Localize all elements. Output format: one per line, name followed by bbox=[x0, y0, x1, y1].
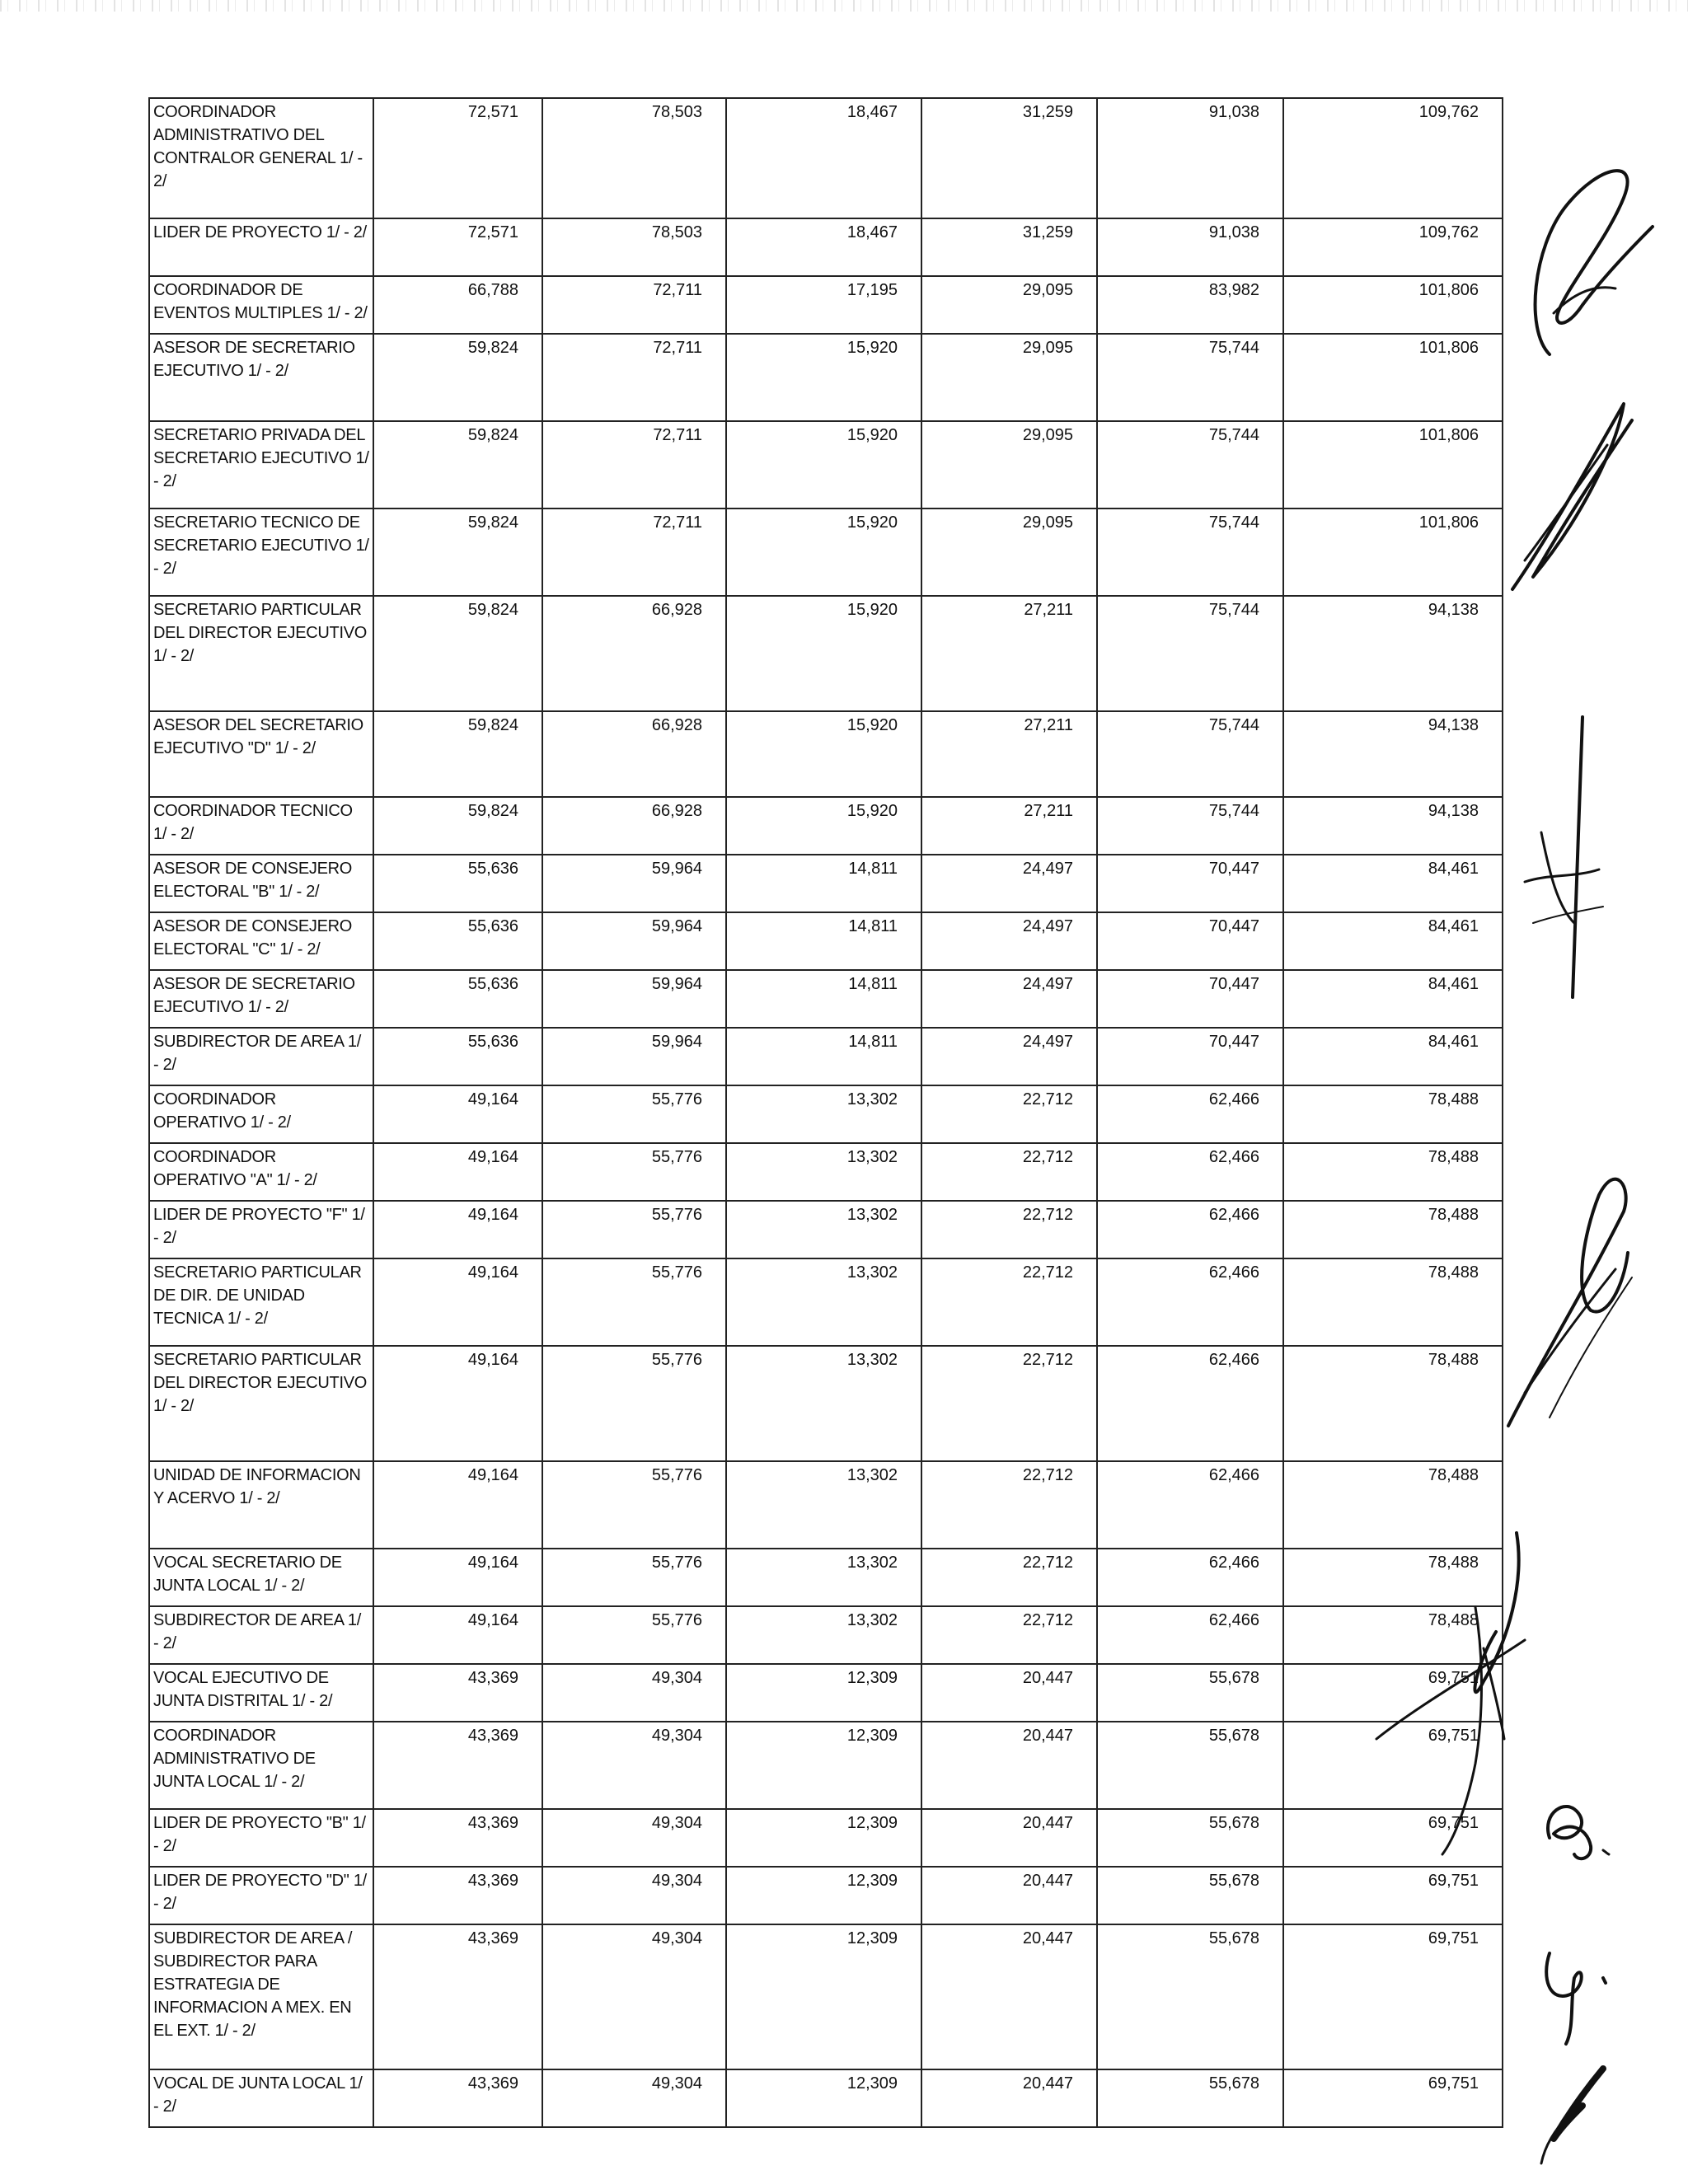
scan-edge-noise bbox=[0, 0, 1688, 12]
value-cell: 20,447 bbox=[921, 2069, 1097, 2127]
table-row bbox=[149, 1549, 1503, 1606]
position-name-cell: LIDER DE PROYECTO "D" 1/ - 2/ bbox=[149, 1867, 373, 1924]
value-cell: 84,461 bbox=[1283, 912, 1503, 970]
value-cell: 55,776 bbox=[542, 1143, 726, 1201]
value-cell: 49,304 bbox=[542, 1924, 726, 2069]
value-cell: 78,488 bbox=[1283, 1606, 1503, 1664]
table-row bbox=[149, 912, 1503, 970]
value-cell: 70,447 bbox=[1097, 912, 1283, 970]
value-cell: 84,461 bbox=[1283, 855, 1503, 912]
salary-table-body bbox=[149, 98, 1503, 2127]
table-row bbox=[149, 1143, 1503, 1201]
position-name-cell: SECRETARIO PRIVADA DEL SECRETARIO EJECUTIVO 1/ - 2/ bbox=[149, 421, 373, 509]
position-name-cell: ASESOR DE SECRETARIO EJECUTIVO 1/ - 2/ bbox=[149, 334, 373, 421]
value-cell: 27,211 bbox=[921, 797, 1097, 855]
value-cell: 31,259 bbox=[921, 98, 1097, 218]
position-name-cell: COORDINADOR OPERATIVO 1/ - 2/ bbox=[149, 1085, 373, 1143]
position-name-cell: ASESOR DE SECRETARIO EJECUTIVO 1/ - 2/ bbox=[149, 970, 373, 1028]
value-cell: 69,751 bbox=[1283, 1722, 1503, 1809]
value-cell: 49,164 bbox=[373, 1201, 542, 1258]
value-cell: 70,447 bbox=[1097, 1028, 1283, 1085]
value-cell: 94,138 bbox=[1283, 711, 1503, 797]
value-cell: 20,447 bbox=[921, 1664, 1097, 1722]
value-cell: 62,466 bbox=[1097, 1085, 1283, 1143]
value-cell: 55,776 bbox=[542, 1085, 726, 1143]
value-cell: 75,744 bbox=[1097, 421, 1283, 509]
position-name-cell: COORDINADOR ADMINISTRATIVO DEL CONTRALOR GENERAL 1/ - 2/ bbox=[149, 98, 373, 218]
value-cell: 43,369 bbox=[373, 1664, 542, 1722]
value-cell: 22,712 bbox=[921, 1606, 1097, 1664]
value-cell: 13,302 bbox=[726, 1085, 921, 1143]
value-cell: 78,488 bbox=[1283, 1549, 1503, 1606]
signature-3 bbox=[1517, 709, 1615, 1005]
value-cell: 59,824 bbox=[373, 509, 542, 596]
signature-1 bbox=[1517, 148, 1657, 371]
value-cell: 75,744 bbox=[1097, 797, 1283, 855]
value-cell: 15,920 bbox=[726, 797, 921, 855]
value-cell: 59,964 bbox=[542, 1028, 726, 1085]
value-cell: 18,467 bbox=[726, 218, 921, 276]
position-name-cell: VOCAL EJECUTIVO DE JUNTA DISTRITAL 1/ - 2/ bbox=[149, 1664, 373, 1722]
table-row bbox=[149, 1722, 1503, 1809]
value-cell: 12,309 bbox=[726, 1809, 921, 1867]
value-cell: 18,467 bbox=[726, 98, 921, 218]
value-cell: 72,711 bbox=[542, 509, 726, 596]
position-name-cell: ASESOR DE CONSEJERO ELECTORAL "B" 1/ - 2/ bbox=[149, 855, 373, 912]
value-cell: 84,461 bbox=[1283, 970, 1503, 1028]
value-cell: 59,824 bbox=[373, 596, 542, 711]
value-cell: 75,744 bbox=[1097, 596, 1283, 711]
value-cell: 72,711 bbox=[542, 334, 726, 421]
value-cell: 101,806 bbox=[1283, 334, 1503, 421]
value-cell: 69,751 bbox=[1283, 1924, 1503, 2069]
table-row bbox=[149, 1461, 1503, 1549]
value-cell: 12,309 bbox=[726, 1867, 921, 1924]
position-name-cell: COORDINADOR OPERATIVO "A" 1/ - 2/ bbox=[149, 1143, 373, 1201]
table-row bbox=[149, 2069, 1503, 2127]
table-row bbox=[149, 98, 1503, 218]
position-name-cell: COORDINADOR ADMINISTRATIVO DE JUNTA LOCAL 1/ - 2/ bbox=[149, 1722, 373, 1809]
value-cell: 43,369 bbox=[373, 1867, 542, 1924]
value-cell: 78,488 bbox=[1283, 1143, 1503, 1201]
position-name-cell: LIDER DE PROYECTO "F" 1/ - 2/ bbox=[149, 1201, 373, 1258]
value-cell: 43,369 bbox=[373, 2069, 542, 2127]
value-cell: 29,095 bbox=[921, 334, 1097, 421]
value-cell: 49,164 bbox=[373, 1143, 542, 1201]
value-cell: 20,447 bbox=[921, 1924, 1097, 2069]
value-cell: 59,824 bbox=[373, 711, 542, 797]
value-cell: 20,447 bbox=[921, 1722, 1097, 1809]
position-name-cell: UNIDAD DE INFORMACION Y ACERVO 1/ - 2/ bbox=[149, 1461, 373, 1549]
value-cell: 55,776 bbox=[542, 1549, 726, 1606]
value-cell: 49,304 bbox=[542, 1664, 726, 1722]
value-cell: 13,302 bbox=[726, 1606, 921, 1664]
value-cell: 13,302 bbox=[726, 1143, 921, 1201]
value-cell: 62,466 bbox=[1097, 1201, 1283, 1258]
value-cell: 55,678 bbox=[1097, 1664, 1283, 1722]
value-cell: 91,038 bbox=[1097, 98, 1283, 218]
value-cell: 94,138 bbox=[1283, 596, 1503, 711]
value-cell: 22,712 bbox=[921, 1258, 1097, 1346]
value-cell: 12,309 bbox=[726, 1664, 921, 1722]
salary-table-container bbox=[148, 97, 1502, 2128]
value-cell: 62,466 bbox=[1097, 1461, 1283, 1549]
value-cell: 66,928 bbox=[542, 797, 726, 855]
value-cell: 13,302 bbox=[726, 1201, 921, 1258]
position-name-cell: SECRETARIO PARTICULAR DEL DIRECTOR EJECUTIVO 1/ - 2/ bbox=[149, 1346, 373, 1461]
value-cell: 75,744 bbox=[1097, 509, 1283, 596]
value-cell: 59,964 bbox=[542, 855, 726, 912]
value-cell: 78,488 bbox=[1283, 1461, 1503, 1549]
value-cell: 62,466 bbox=[1097, 1606, 1283, 1664]
value-cell: 62,466 bbox=[1097, 1143, 1283, 1201]
value-cell: 62,466 bbox=[1097, 1549, 1283, 1606]
value-cell: 43,369 bbox=[373, 1809, 542, 1867]
value-cell: 55,678 bbox=[1097, 1867, 1283, 1924]
value-cell: 13,302 bbox=[726, 1549, 921, 1606]
position-name-cell: SECRETARIO PARTICULAR DE DIR. DE UNIDAD TECNICA 1/ - 2/ bbox=[149, 1258, 373, 1346]
value-cell: 24,497 bbox=[921, 912, 1097, 970]
value-cell: 43,369 bbox=[373, 1924, 542, 2069]
value-cell: 13,302 bbox=[726, 1461, 921, 1549]
value-cell: 55,678 bbox=[1097, 1924, 1283, 2069]
value-cell: 69,751 bbox=[1283, 1867, 1503, 1924]
value-cell: 15,920 bbox=[726, 711, 921, 797]
value-cell: 69,751 bbox=[1283, 1664, 1503, 1722]
value-cell: 49,304 bbox=[542, 1867, 726, 1924]
position-name-cell: SECRETARIO TECNICO DE SECRETARIO EJECUTIVO 1/ - 2/ bbox=[149, 509, 373, 596]
value-cell: 101,806 bbox=[1283, 421, 1503, 509]
value-cell: 69,751 bbox=[1283, 2069, 1503, 2127]
position-name-cell: SECRETARIO PARTICULAR DEL DIRECTOR EJECUTIVO 1/ - 2/ bbox=[149, 596, 373, 711]
table-row bbox=[149, 1346, 1503, 1461]
value-cell: 22,712 bbox=[921, 1461, 1097, 1549]
table-row bbox=[149, 1664, 1503, 1722]
value-cell: 13,302 bbox=[726, 1258, 921, 1346]
value-cell: 72,571 bbox=[373, 218, 542, 276]
value-cell: 22,712 bbox=[921, 1201, 1097, 1258]
value-cell: 14,811 bbox=[726, 970, 921, 1028]
value-cell: 84,461 bbox=[1283, 1028, 1503, 1085]
value-cell: 59,824 bbox=[373, 334, 542, 421]
value-cell: 27,211 bbox=[921, 711, 1097, 797]
position-name-cell: LIDER DE PROYECTO 1/ - 2/ bbox=[149, 218, 373, 276]
value-cell: 43,369 bbox=[373, 1722, 542, 1809]
value-cell: 22,712 bbox=[921, 1549, 1097, 1606]
value-cell: 78,488 bbox=[1283, 1346, 1503, 1461]
value-cell: 29,095 bbox=[921, 421, 1097, 509]
value-cell: 24,497 bbox=[921, 855, 1097, 912]
table-row bbox=[149, 334, 1503, 421]
value-cell: 49,304 bbox=[542, 2069, 726, 2127]
value-cell: 15,920 bbox=[726, 596, 921, 711]
value-cell: 72,571 bbox=[373, 98, 542, 218]
value-cell: 55,636 bbox=[373, 970, 542, 1028]
table-row bbox=[149, 509, 1503, 596]
value-cell: 12,309 bbox=[726, 2069, 921, 2127]
value-cell: 12,309 bbox=[726, 1722, 921, 1809]
position-name-cell: COORDINADOR TECNICO 1/ - 2/ bbox=[149, 797, 373, 855]
value-cell: 78,488 bbox=[1283, 1258, 1503, 1346]
value-cell: 94,138 bbox=[1283, 797, 1503, 855]
value-cell: 69,751 bbox=[1283, 1809, 1503, 1867]
value-cell: 55,776 bbox=[542, 1606, 726, 1664]
value-cell: 70,447 bbox=[1097, 970, 1283, 1028]
value-cell: 109,762 bbox=[1283, 218, 1503, 276]
position-name-cell: ASESOR DE CONSEJERO ELECTORAL "C" 1/ - 2/ bbox=[149, 912, 373, 970]
value-cell: 15,920 bbox=[726, 421, 921, 509]
value-cell: 49,164 bbox=[373, 1085, 542, 1143]
value-cell: 59,824 bbox=[373, 421, 542, 509]
value-cell: 31,259 bbox=[921, 218, 1097, 276]
signature-4 bbox=[1492, 1146, 1657, 1434]
table-row bbox=[149, 218, 1503, 276]
value-cell: 14,811 bbox=[726, 912, 921, 970]
table-row bbox=[149, 1258, 1503, 1346]
value-cell: 75,744 bbox=[1097, 711, 1283, 797]
value-cell: 55,776 bbox=[542, 1201, 726, 1258]
value-cell: 17,195 bbox=[726, 276, 921, 334]
value-cell: 55,678 bbox=[1097, 1809, 1283, 1867]
value-cell: 49,164 bbox=[373, 1461, 542, 1549]
value-cell: 24,497 bbox=[921, 1028, 1097, 1085]
value-cell: 91,038 bbox=[1097, 218, 1283, 276]
value-cell: 22,712 bbox=[921, 1143, 1097, 1201]
value-cell: 72,711 bbox=[542, 421, 726, 509]
value-cell: 27,211 bbox=[921, 596, 1097, 711]
value-cell: 59,964 bbox=[542, 970, 726, 1028]
value-cell: 55,678 bbox=[1097, 1722, 1283, 1809]
position-name-cell: ASESOR DEL SECRETARIO EJECUTIVO "D" 1/ - 2/ bbox=[149, 711, 373, 797]
value-cell: 78,503 bbox=[542, 218, 726, 276]
value-cell: 49,164 bbox=[373, 1258, 542, 1346]
value-cell: 62,466 bbox=[1097, 1258, 1283, 1346]
value-cell: 13,302 bbox=[726, 1346, 921, 1461]
value-cell: 78,503 bbox=[542, 98, 726, 218]
value-cell: 55,776 bbox=[542, 1461, 726, 1549]
value-cell: 59,824 bbox=[373, 797, 542, 855]
value-cell: 78,488 bbox=[1283, 1201, 1503, 1258]
position-name-cell: COORDINADOR DE EVENTOS MULTIPLES 1/ - 2/ bbox=[149, 276, 373, 334]
signature-7 bbox=[1525, 1929, 1624, 2168]
value-cell: 20,447 bbox=[921, 1809, 1097, 1867]
value-cell: 20,447 bbox=[921, 1867, 1097, 1924]
position-name-cell: SUBDIRECTOR DE AREA 1/ - 2/ bbox=[149, 1606, 373, 1664]
value-cell: 29,095 bbox=[921, 509, 1097, 596]
value-cell: 49,164 bbox=[373, 1549, 542, 1606]
value-cell: 49,304 bbox=[542, 1809, 726, 1867]
position-name-cell: LIDER DE PROYECTO "B" 1/ - 2/ bbox=[149, 1809, 373, 1867]
value-cell: 75,744 bbox=[1097, 334, 1283, 421]
table-row bbox=[149, 855, 1503, 912]
value-cell: 55,636 bbox=[373, 912, 542, 970]
table-row bbox=[149, 276, 1503, 334]
position-name-cell: VOCAL DE JUNTA LOCAL 1/ - 2/ bbox=[149, 2069, 373, 2127]
table-row bbox=[149, 711, 1503, 797]
table-row bbox=[149, 596, 1503, 711]
position-name-cell: VOCAL SECRETARIO DE JUNTA LOCAL 1/ - 2/ bbox=[149, 1549, 373, 1606]
table-row bbox=[149, 1809, 1503, 1867]
value-cell: 55,776 bbox=[542, 1258, 726, 1346]
value-cell: 55,678 bbox=[1097, 2069, 1283, 2127]
value-cell: 101,806 bbox=[1283, 509, 1503, 596]
value-cell: 49,164 bbox=[373, 1346, 542, 1461]
value-cell: 109,762 bbox=[1283, 98, 1503, 218]
value-cell: 101,806 bbox=[1283, 276, 1503, 334]
value-cell: 55,636 bbox=[373, 855, 542, 912]
position-name-cell: SUBDIRECTOR DE AREA 1/ - 2/ bbox=[149, 1028, 373, 1085]
table-row bbox=[149, 1924, 1503, 2069]
value-cell: 70,447 bbox=[1097, 855, 1283, 912]
position-name-cell: SUBDIRECTOR DE AREA / SUBDIRECTOR PARA ESTRATEGIA DE INFORMACION A MEX. EN EL EXT. 1/ - 2/ bbox=[149, 1924, 373, 2069]
value-cell: 12,309 bbox=[726, 1924, 921, 2069]
value-cell: 15,920 bbox=[726, 509, 921, 596]
table-row bbox=[149, 1867, 1503, 1924]
signature-2 bbox=[1500, 387, 1640, 602]
value-cell: 22,712 bbox=[921, 1346, 1097, 1461]
value-cell: 29,095 bbox=[921, 276, 1097, 334]
value-cell: 55,776 bbox=[542, 1346, 726, 1461]
table-row bbox=[149, 1085, 1503, 1143]
table-row bbox=[149, 970, 1503, 1028]
value-cell: 14,811 bbox=[726, 1028, 921, 1085]
table-row bbox=[149, 1606, 1503, 1664]
salary-table bbox=[148, 97, 1503, 2128]
value-cell: 66,928 bbox=[542, 596, 726, 711]
value-cell: 49,164 bbox=[373, 1606, 542, 1664]
value-cell: 15,920 bbox=[726, 334, 921, 421]
value-cell: 24,497 bbox=[921, 970, 1097, 1028]
value-cell: 14,811 bbox=[726, 855, 921, 912]
value-cell: 66,788 bbox=[373, 276, 542, 334]
value-cell: 72,711 bbox=[542, 276, 726, 334]
value-cell: 59,964 bbox=[542, 912, 726, 970]
value-cell: 49,304 bbox=[542, 1722, 726, 1809]
value-cell: 62,466 bbox=[1097, 1346, 1283, 1461]
value-cell: 78,488 bbox=[1283, 1085, 1503, 1143]
value-cell: 66,928 bbox=[542, 711, 726, 797]
table-row bbox=[149, 421, 1503, 509]
value-cell: 55,636 bbox=[373, 1028, 542, 1085]
signature-6 bbox=[1533, 1788, 1624, 1871]
table-row bbox=[149, 1028, 1503, 1085]
value-cell: 22,712 bbox=[921, 1085, 1097, 1143]
value-cell: 83,982 bbox=[1097, 276, 1283, 334]
table-row bbox=[149, 797, 1503, 855]
table-row bbox=[149, 1201, 1503, 1258]
